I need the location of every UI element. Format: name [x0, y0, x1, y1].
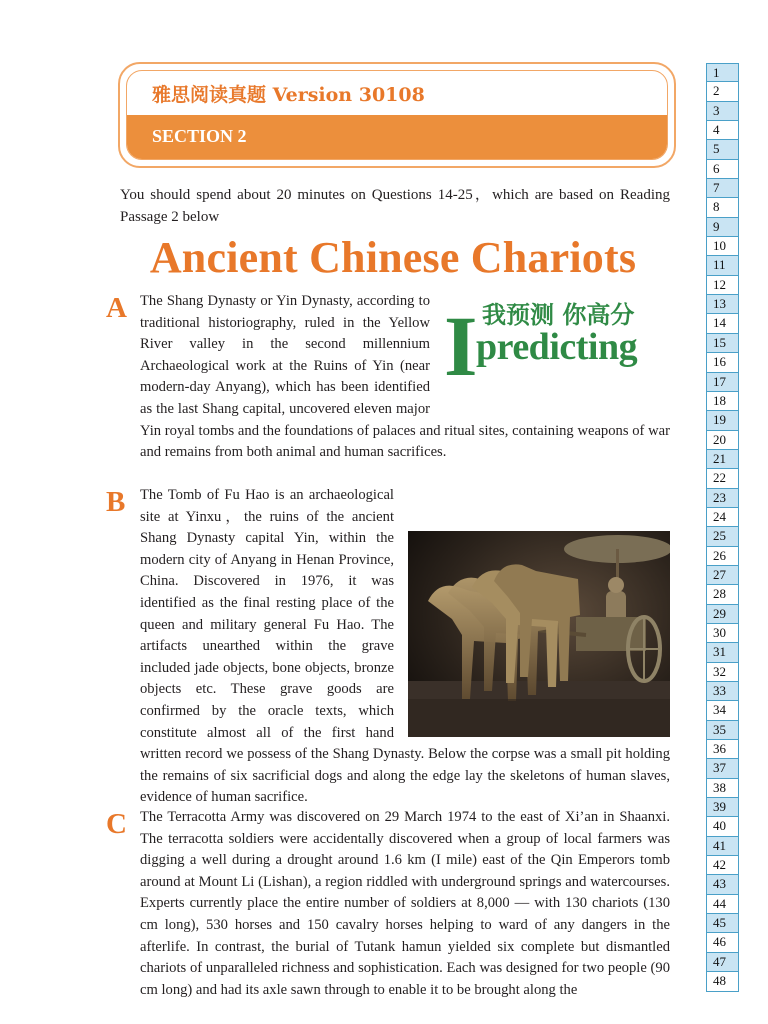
paragraph-a-text: The Shang Dynasty or Yin Dynasty, according to traditional historiography, ruled in the Yellow River valley in the second millennium Archaeological work at the Ruins of Yin (near modern-day Anyang), which has been identified as the last Shang capital, uncovered eleven major Yin royal tombs and the foundations of palaces and ritual sites, containing weapons of war and remains from both animal and human sacrifices. [140, 293, 670, 461]
paragraph-a [140, 291, 670, 464]
line-number: 11 [706, 256, 739, 275]
line-number: 38 [706, 779, 739, 798]
line-number: 24 [706, 508, 739, 527]
line-number: 34 [706, 701, 739, 720]
line-number: 2 [706, 82, 739, 101]
line-number: 5 [706, 140, 739, 159]
line-number: 26 [706, 547, 739, 566]
line-number: 3 [706, 102, 739, 121]
line-number: 21 [706, 450, 739, 469]
predicting-logo [444, 298, 670, 395]
line-number: 36 [706, 740, 739, 759]
line-number: 17 [706, 373, 739, 392]
terracotta-chariot-photo [408, 531, 670, 737]
line-number: 23 [706, 489, 739, 508]
line-number: 15 [706, 334, 739, 353]
line-number: 25 [706, 527, 739, 546]
paragraph-letter-a: A [106, 292, 127, 324]
line-number: 30 [706, 624, 739, 643]
line-number: 40 [706, 817, 739, 836]
line-number: 12 [706, 276, 739, 295]
line-number: 42 [706, 856, 739, 875]
line-number: 16 [706, 353, 739, 372]
line-number-column [706, 63, 739, 992]
logo-chinese-text: 我预测 你高分 [482, 301, 635, 329]
line-number: 27 [706, 566, 739, 585]
line-number: 28 [706, 585, 739, 604]
line-number: 41 [706, 837, 739, 856]
line-number: 45 [706, 914, 739, 933]
logo-english-text: predicting [476, 326, 638, 368]
line-number: 39 [706, 798, 739, 817]
line-number: 4 [706, 121, 739, 140]
header-title: 雅思阅读真题 Version 30108 [152, 84, 425, 106]
logo-letter: I [444, 298, 478, 394]
paragraph-c-text: The Terracotta Army was discovered on 29 March 1974 to the east of Xi’an in Shaanxi. The terracotta soldiers were accidentally discovered when a group of local farmers was digging a well during a drought around 1.6 km (I mile) east of the Qin Emperors tomb around at Mount Li (Lishan), a region riddled with underground springs and watercourses. Experts currently place the entire number of soldiers at 8,000 — with 130 chariots (130 cm long), 530 horses and 150 cavalry horses helping to ward of any dangers in the afterlife. In contrast, the burial of Tutank hamun yielded six complete but dismantled chariots of unparalleled richness and sophistication. Each was designed for two people (90 cm long) and had its axle sawn through to enable it to be brought along the [140, 809, 670, 998]
line-number: 7 [706, 179, 739, 198]
line-number: 20 [706, 431, 739, 450]
paragraph-b [140, 485, 670, 809]
paragraph-c [140, 807, 670, 1001]
line-number: 35 [706, 721, 739, 740]
line-number: 18 [706, 392, 739, 411]
line-number: 22 [706, 469, 739, 488]
chariot-image [408, 531, 670, 737]
paragraph-b-text: The Tomb of Fu Hao is an archaeological site at Yinxu，the ruins of the ancient Shang Dynasty capital Yin, within the modern city of Anyang in Henan Province, China. Discovered in 1976, it was identified as the final resting place of the queen and military general Fu Hao. The artifacts unearthed within the grave included jade objects, bone objects, bronze objects etc. These grave goods are confirmed by the oracle texts, which constitute almost all of the first hand written record we possess of the Shang Dynasty. Below the corpse was a small pit holding the remains of six sacrificial dogs and along the edge lay the skeletons of human slaves, evidence of human sacrifice. [140, 487, 670, 806]
paragraph-letter-b: B [106, 486, 126, 518]
line-number: 48 [706, 972, 739, 991]
line-number: 44 [706, 895, 739, 914]
line-number: 9 [706, 218, 739, 237]
section-header [118, 62, 676, 168]
line-number: 46 [706, 933, 739, 952]
section-label: SECTION 2 [152, 126, 247, 146]
line-number: 6 [706, 160, 739, 179]
line-number: 47 [706, 953, 739, 972]
line-number: 33 [706, 682, 739, 701]
line-number: 19 [706, 411, 739, 430]
line-number: 37 [706, 759, 739, 778]
line-number: 31 [706, 643, 739, 662]
passage-title: Ancient Chinese Chariots [149, 233, 637, 282]
line-number: 29 [706, 605, 739, 624]
line-number: 43 [706, 875, 739, 894]
line-number: 10 [706, 237, 739, 256]
line-number: 1 [706, 63, 739, 82]
paragraph-letter-c: C [106, 808, 127, 840]
instructions: You should spend about 20 minutes on Questions 14-25，which are based on Reading Passage 2 below [120, 187, 670, 225]
line-number: 13 [706, 295, 739, 314]
line-number: 14 [706, 314, 739, 333]
line-number: 32 [706, 663, 739, 682]
line-number: 8 [706, 198, 739, 217]
